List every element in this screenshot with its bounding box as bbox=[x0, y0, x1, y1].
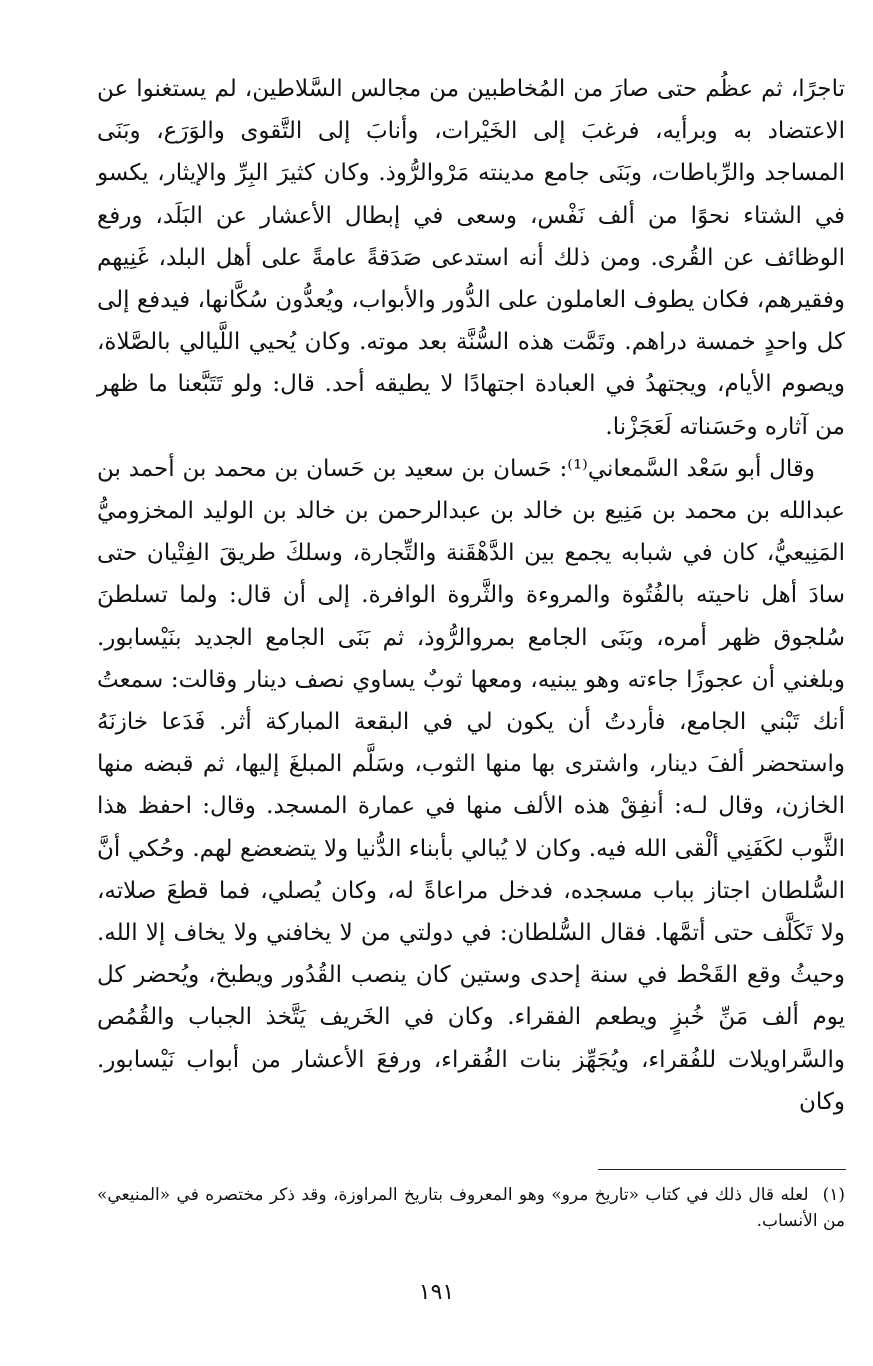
paragraph-2: وقال أبو سَعْد السَّمعاني⁽¹⁾: حَسان بن سعيد بن حَسان بن محمد بن أحمد بن عبدالله بن محمد بن مَنِيع بن خالد بن عبدالرحمن بن خالد بن الوليد المخزوميُّ المَنِيعيُّ، كان في شبابه يجمع بين الدَّهْقَنة والتِّجارة، وسلكَ طريقَ الفِتْيان حتى سادَ أهل ناحيته بالفُتُوة والمروءة والثَّروة الوافرة. إلى أن قال: ولما تسلطنَ سُلجوق ظهر أمره، وبَنَى الجامع بمروالرُّوذ، ثم بَنَى الجامع الجديد بنَيْسابور. وبلغني أن عجوزًا جاءته وهو يبنيه، ومعها ثوبٌ يساوي نصف دينار وقالت: سمعتُ أنك تَبْني الجامع، فأردتُ أن يكون لي في البقعة المباركة أثر. فَدَعا خازنَهُ واستحضر ألفَ دينار، واشترى بها منها الثوب، وسَلَّم المبلغَ إليها، ثم قبضه منها الخازن، وقال لـه: أنفِقْ هذه الألف منها في عمارة المسجد. وقال: احفظ هذا الثَّوب لكَفَنِي ألْقى الله فيه. وكان لا يُبالي بأبناء الدُّنيا ولا يتضعضع لهم. وحُكي أنَّ السُّلطان اجتاز بباب مسجده، فدخل مراعاةً له، وكان يُصلي، فما قطعَ صلاته، ولا تَكَلَّف حتى أتمَّها. فقال السُّلطان: في دولتي من لا يخافني ولا يخاف إلا الله. وحيثُ وقع القَحْط في سنة إحدى وستين كان ينصب القُدُور ويطبخ، ويُحضر كل يوم ألف مَنِّ خُبزٍ ويطعم الفقراء. وكان في الخَريف يَتَّخذ الجباب والقُمُص والسَّراويلات للفُقراء، ويُجَهِّز بنات الفُقراء، ورفعَ الأعشار من أبواب نَيْسابور. وكان bbox=[97, 455, 845, 1115]
footnote-marker: (١) bbox=[822, 1185, 845, 1205]
footnote-divider bbox=[598, 1169, 846, 1170]
footnotes bbox=[97, 1182, 845, 1234]
main-text bbox=[97, 68, 845, 1123]
footnote-text: لعله قال ذلك في كتاب «تاريخ مرو» وهو المعروف بتاريخ المراوزة، وقد ذكر مختصره في «المنيعي» من الأنساب. bbox=[97, 1185, 845, 1231]
paragraph-1: تاجرًا، ثم عظُم حتى صارَ من المُخاطبين من مجالس السَّلاطين، لم يستغنوا عن الاعتضاد به وبرأيه، فرغبَ إلى الخَيْرات، وأنابَ إلى التَّقوى والوَرَع، وبَنَى المساجد والرِّباطات، وبَنَى جامع مدينته مَرْوالرُّوذ. وكان كثيرَ البِرِّ والإيثار، يكسو في الشتاء نحوًا من ألف نَفْس، وسعى في إبطال الأعشار عن البَلَد، ورفع الوظائف عن القُرى. ومن ذلك أنه استدعى صَدَقةً عامةً على أهل البلد، غَنِيهم وفقيرهم، فكان يطوف العاملون على الدُّور والأبواب، ويُعدُّون سُكَّانها، فيدفع إلى كل واحدٍ خمسة دراهم. وتَمَّت هذه السُّنَّة بعد موته. وكان يُحيي اللَّيالي بالصَّلاة، ويصوم الأيام، ويجتهدُ في العبادة اجتهادًا لا يطيقه أحد. قال: ولو تَتَبَّعنا ما ظهر من آثاره وحَسَناته لَعَجَزْنا. bbox=[97, 76, 845, 440]
page-number: ١٩١ bbox=[418, 1280, 455, 1305]
